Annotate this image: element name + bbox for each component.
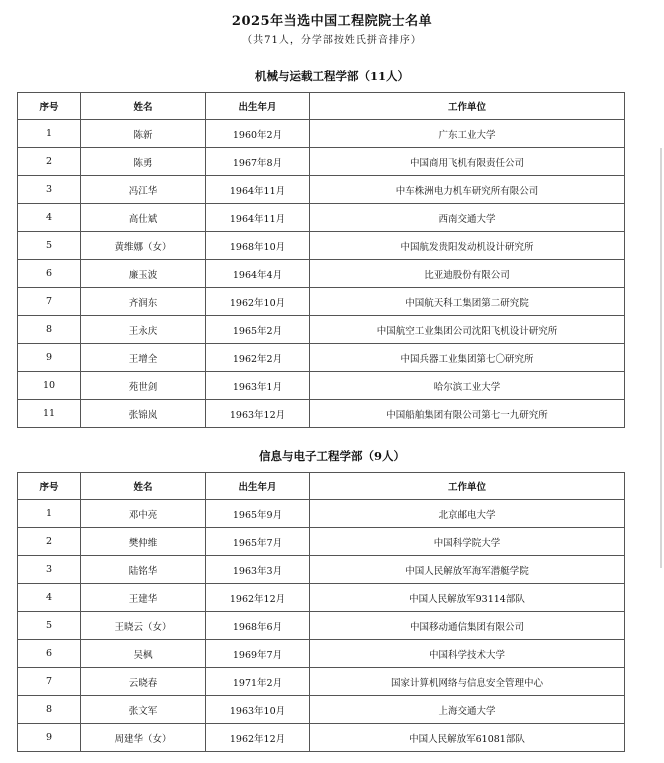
cell-index: 3 <box>18 176 81 204</box>
table-row <box>18 316 625 344</box>
cell-employer: 比亚迪股份有限公司 <box>310 260 625 288</box>
cell-name: 樊仲维 <box>81 528 206 556</box>
cell-employer: 中国航发贵阳发动机设计研究所 <box>310 232 625 260</box>
table-row <box>18 584 625 612</box>
section-title-mechanical: 机械与运载工程学部（11人） <box>254 69 409 83</box>
table-information <box>17 472 625 752</box>
table-row <box>18 204 625 232</box>
cell-employer: 中国人民解放军61081部队 <box>310 724 625 752</box>
cell-birth: 1962年12月 <box>206 584 310 612</box>
cell-employer: 哈尔滨工业大学 <box>310 372 625 400</box>
table-row <box>18 500 625 528</box>
cell-name: 张锦岚 <box>81 400 206 428</box>
cell-employer: 中国科学院大学 <box>310 528 625 556</box>
table-row <box>18 640 625 668</box>
cell-index: 10 <box>18 372 81 400</box>
table-row <box>18 612 625 640</box>
cell-birth: 1963年1月 <box>206 372 310 400</box>
cell-birth: 1964年11月 <box>206 204 310 232</box>
table-row <box>18 120 625 148</box>
cell-employer: 北京邮电大学 <box>310 500 625 528</box>
cell-birth: 1964年11月 <box>206 176 310 204</box>
cell-birth: 1968年6月 <box>206 612 310 640</box>
table-row <box>18 288 625 316</box>
cell-employer: 中国航空工业集团公司沈阳飞机设计研究所 <box>310 316 625 344</box>
cell-employer: 广东工业大学 <box>310 120 625 148</box>
cell-name: 陈勇 <box>81 148 206 176</box>
cell-employer: 中国人民解放军海军潜艇学院 <box>310 556 625 584</box>
cell-index: 7 <box>18 668 81 696</box>
cell-name: 陆铭华 <box>81 556 206 584</box>
cell-index: 9 <box>18 344 81 372</box>
header-birth: 出生年月 <box>206 93 310 120</box>
cell-birth: 1962年10月 <box>206 288 310 316</box>
cell-employer: 中国移动通信集团有限公司 <box>310 612 625 640</box>
cell-employer: 中车株洲电力机车研究所有限公司 <box>310 176 625 204</box>
cell-birth: 1965年7月 <box>206 528 310 556</box>
cell-name: 张文军 <box>81 696 206 724</box>
table-row <box>18 724 625 752</box>
cell-name: 陈新 <box>81 120 206 148</box>
cell-name: 吴枫 <box>81 640 206 668</box>
page-title: 2025年当选中国工程院院士名单 <box>231 14 433 29</box>
header-birth: 出生年月 <box>206 473 310 500</box>
cell-index: 1 <box>18 500 81 528</box>
cell-birth: 1971年2月 <box>206 668 310 696</box>
cell-index: 6 <box>18 640 81 668</box>
cell-birth: 1963年10月 <box>206 696 310 724</box>
table-row <box>18 232 625 260</box>
header-employer: 工作单位 <box>310 93 625 120</box>
cell-name: 云晓春 <box>81 668 206 696</box>
cell-name: 齐润东 <box>81 288 206 316</box>
cell-name: 黄维娜（女） <box>81 232 206 260</box>
cell-index: 8 <box>18 316 81 344</box>
cell-birth: 1968年10月 <box>206 232 310 260</box>
table-row <box>18 696 625 724</box>
cell-birth: 1960年2月 <box>206 120 310 148</box>
cell-index: 7 <box>18 288 81 316</box>
table-header-row <box>18 93 625 120</box>
cell-name: 王增全 <box>81 344 206 372</box>
table-row <box>18 400 625 428</box>
page-subtitle: （共71人，分学部按姓氏拼音排序） <box>242 35 422 46</box>
cell-index: 4 <box>18 204 81 232</box>
cell-name: 廉玉波 <box>81 260 206 288</box>
cell-employer: 西南交通大学 <box>310 204 625 232</box>
cell-index: 5 <box>18 232 81 260</box>
cell-birth: 1963年12月 <box>206 400 310 428</box>
cell-index: 2 <box>18 528 81 556</box>
cell-name: 冯江华 <box>81 176 206 204</box>
table-header-row <box>18 473 625 500</box>
table-row <box>18 372 625 400</box>
cell-employer: 中国商用飞机有限责任公司 <box>310 148 625 176</box>
header-employer: 工作单位 <box>310 473 625 500</box>
table-row <box>18 556 625 584</box>
cell-birth: 1962年2月 <box>206 344 310 372</box>
header-name: 姓名 <box>81 93 206 120</box>
cell-index: 5 <box>18 612 81 640</box>
cell-birth: 1963年3月 <box>206 556 310 584</box>
cell-employer: 中国科学技术大学 <box>310 640 625 668</box>
table-row <box>18 344 625 372</box>
cell-birth: 1964年4月 <box>206 260 310 288</box>
cell-name: 邓中亮 <box>81 500 206 528</box>
header-name: 姓名 <box>81 473 206 500</box>
table-row <box>18 260 625 288</box>
table-row <box>18 148 625 176</box>
cell-index: 9 <box>18 724 81 752</box>
cell-index: 1 <box>18 120 81 148</box>
table-mechanical <box>17 92 625 428</box>
cell-birth: 1965年2月 <box>206 316 310 344</box>
table-row <box>18 176 625 204</box>
cell-employer: 国家计算机网络与信息安全管理中心 <box>310 668 625 696</box>
cell-name: 周建华（女） <box>81 724 206 752</box>
cell-birth: 1965年9月 <box>206 500 310 528</box>
cell-index: 4 <box>18 584 81 612</box>
cell-index: 2 <box>18 148 81 176</box>
cell-birth: 1969年7月 <box>206 640 310 668</box>
header-index: 序号 <box>18 473 81 500</box>
cell-index: 6 <box>18 260 81 288</box>
section-title-information: 信息与电子工程学部（9人） <box>258 449 405 463</box>
cell-birth: 1967年8月 <box>206 148 310 176</box>
cell-index: 8 <box>18 696 81 724</box>
table-row <box>18 668 625 696</box>
cell-employer: 上海交通大学 <box>310 696 625 724</box>
cell-employer: 中国兵器工业集团第七〇研究所 <box>310 344 625 372</box>
cell-employer: 中国人民解放军93114部队 <box>310 584 625 612</box>
cell-name: 高仕斌 <box>81 204 206 232</box>
cell-index: 3 <box>18 556 81 584</box>
table-row <box>18 528 625 556</box>
header-index: 序号 <box>18 93 81 120</box>
cell-name: 王永庆 <box>81 316 206 344</box>
cell-name: 王建华 <box>81 584 206 612</box>
cell-employer: 中国航天科工集团第二研究院 <box>310 288 625 316</box>
cell-name: 王晓云（女） <box>81 612 206 640</box>
cell-name: 苑世剑 <box>81 372 206 400</box>
scrollbar[interactable] <box>660 148 662 568</box>
cell-employer: 中国船舶集团有限公司第七一九研究所 <box>310 400 625 428</box>
cell-birth: 1962年12月 <box>206 724 310 752</box>
cell-index: 11 <box>18 400 81 428</box>
